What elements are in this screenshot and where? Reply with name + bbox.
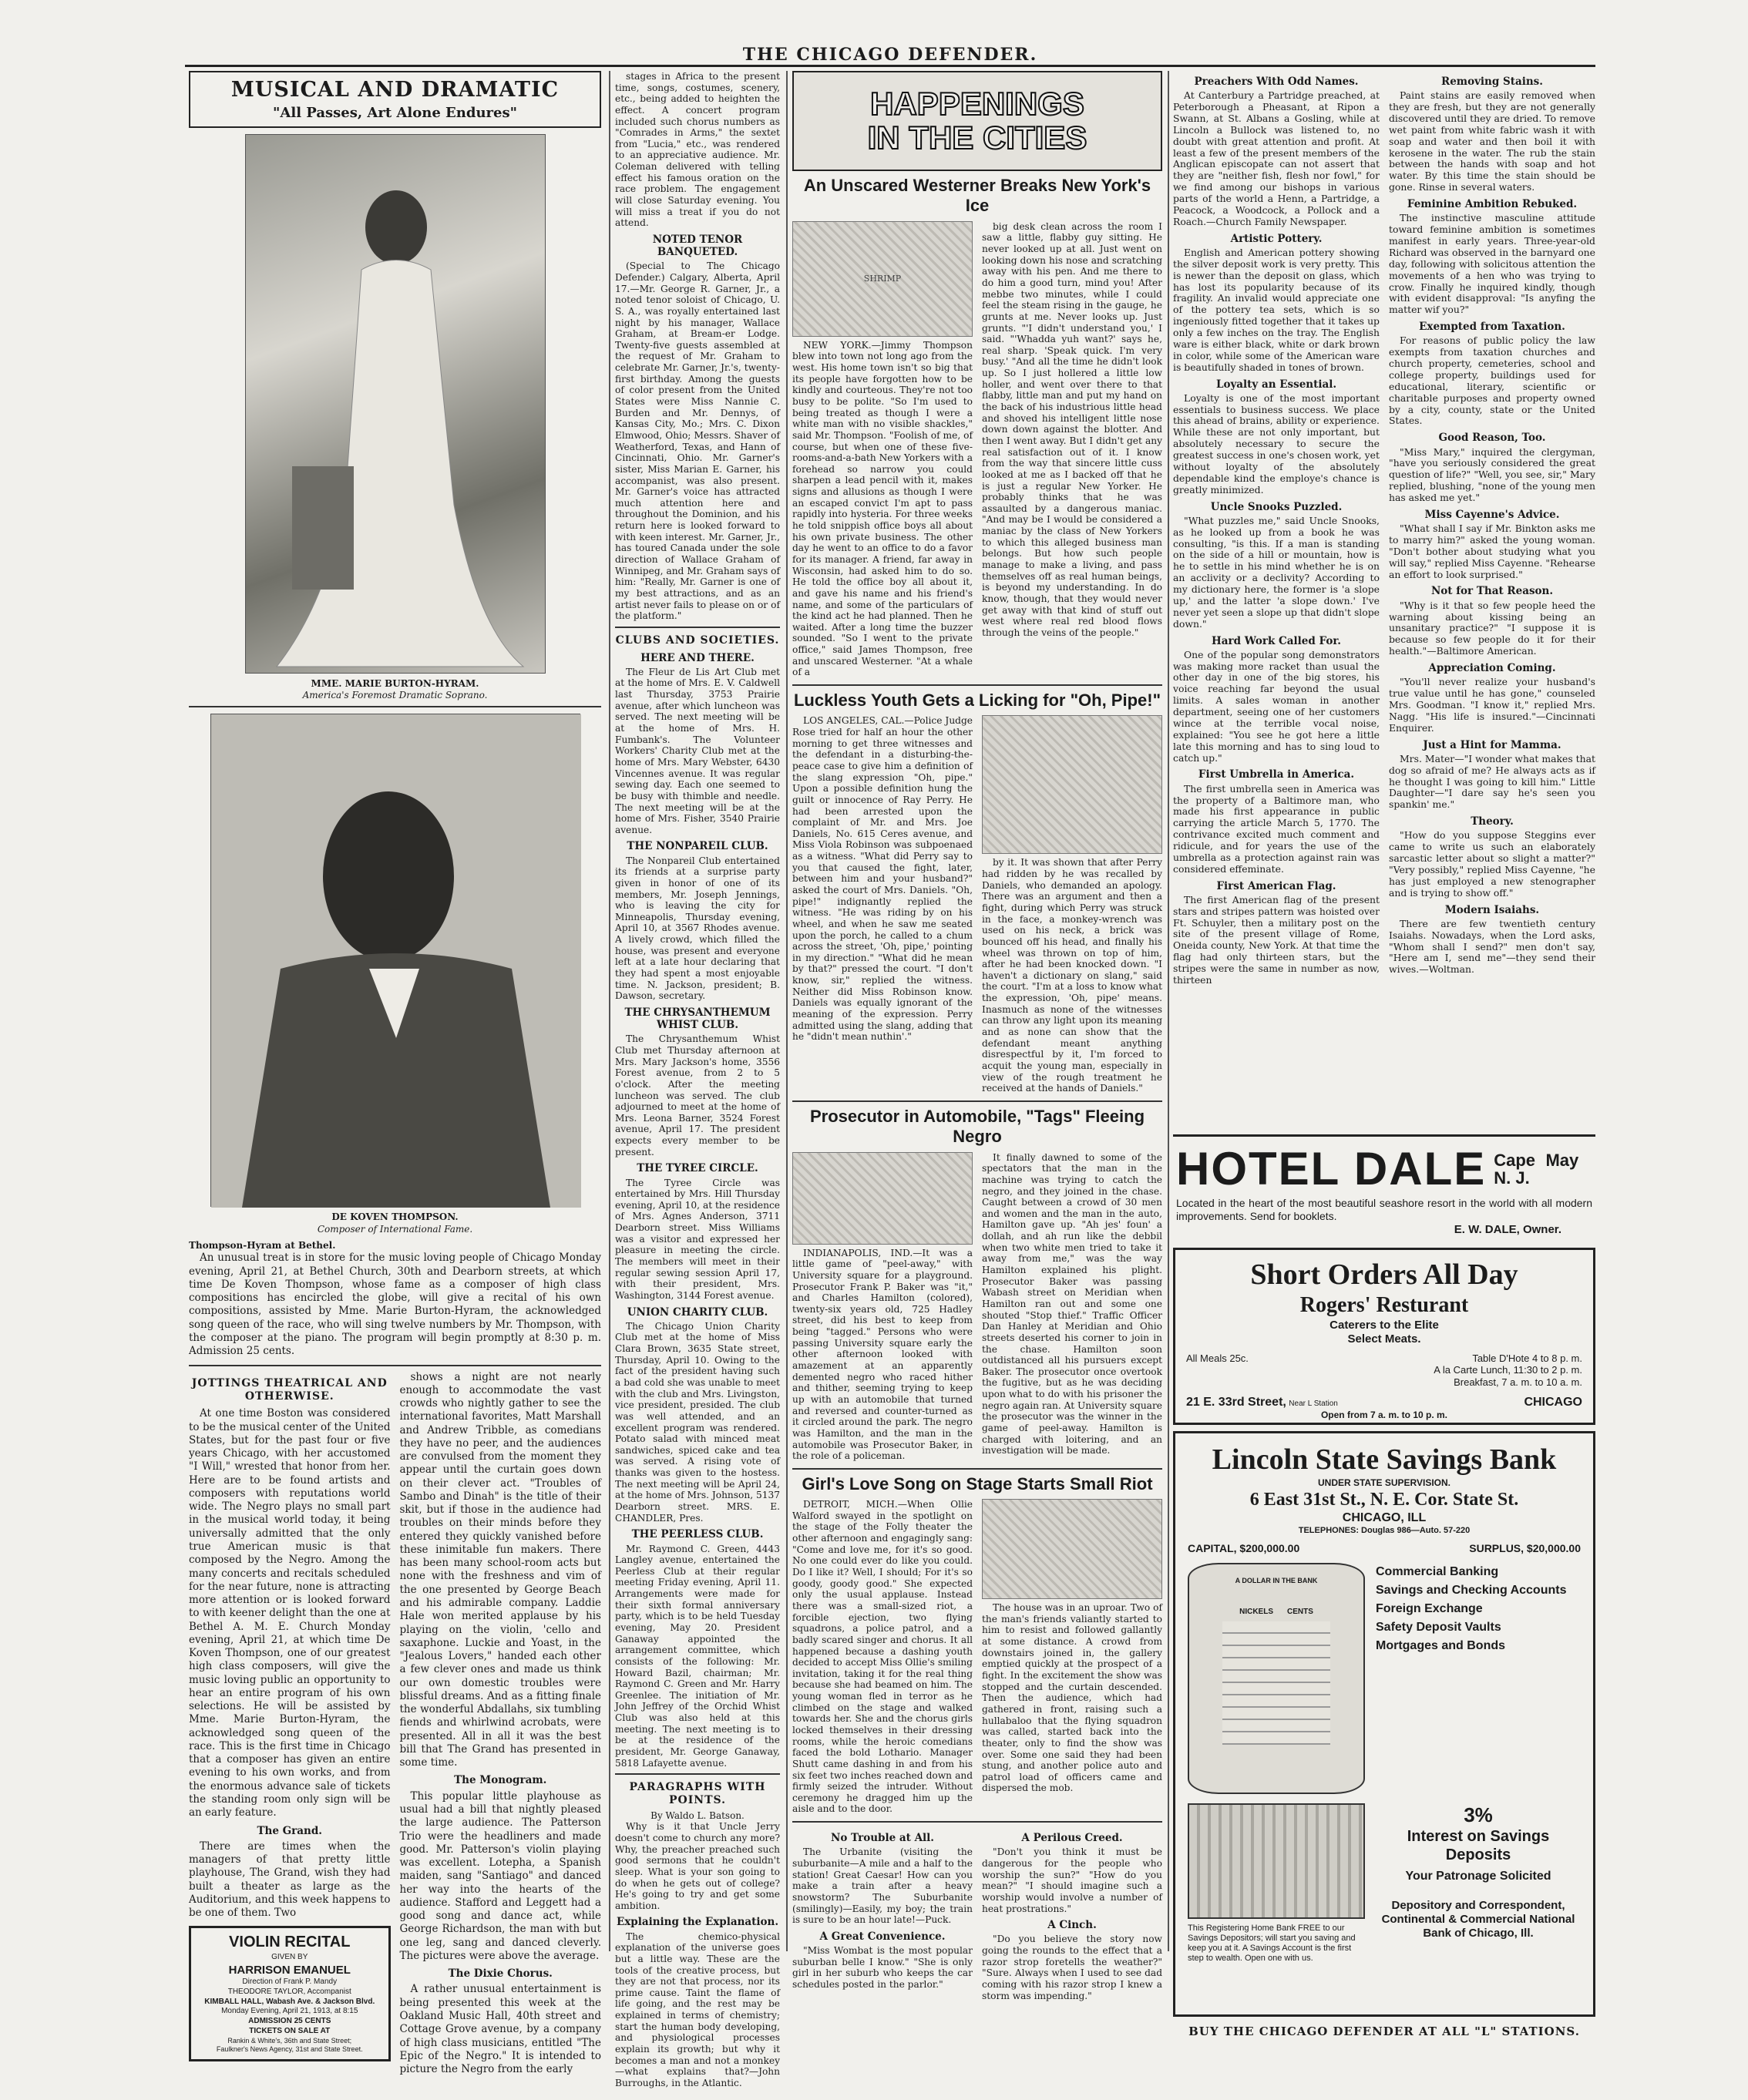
story4-text-a: DETROIT, MICH.—When Ollie Walford swayed in the spotlight on the stage of the Folly theater the other afternoon and engagingly sang: "Come and love me, for it's so good. No one could ever do like you could. Do I like it? Well, I should; For it's so goody, goody good." She expected only the usual applause. Instead there was a small-sized riot, a forcible ejection, two flying squadrons, a police patrol, and a badly scared singer and chorus. It all happened because a dashing youth decided to accept Miss Ollie's smiling invitation, taking it for the real thing because she had beamed on him. The young woman fled in terror as he climbed on the stage and walked towards her. She and the chorus girls locked themselves in their dressing rooms, while the heroic comedians faced the bold Lothario. Manager Shutt came dashing in and from his six feet two inches reached down and firmly seized the intruder. Without ceremony he dragged him up the aisle and to the door. [792, 1499, 973, 1815]
shrimp-label: SHRIMP [863, 274, 902, 284]
bank-supervision: UNDER STATE SUPERVISION. [1317, 1477, 1451, 1489]
taxation-head: Exempted from Taxation. [1419, 321, 1565, 334]
rogers-meals: All Meals 25c. [1186, 1352, 1249, 1364]
story1-text-a: NEW YORK.—Jimmy Thompson blew into town not long ago from the west. His home town isn't so big that its people have forgotten how to be kindly and courteous. They're not too busy to be polite. "So I'm used to being treated as though I were a white man with no visible shackles," said Mr. Thompson. "Foolish of me, of course, but when one of these five-rooms-and-a-bath New Yorkers with a forehead so narrow you could sharpen a lead pencil with it, makes signs and allusions as though I were an escaped convict I'm apt to pass rapidly into hysteria. For three weeks he told snippish office boys all about his own private business. The other day he went to an office to do a favor for its manager. A friend, far away in Wisconsin, had asked him to do so. He told the office boy all about it, and gave his name and his friend's name, and some of the particulars of the kind act he had planned. Then he waited. After a long time the buzzer sounded. "So I went to the private office," said James Thompson, free and unscared Westerner. "At a whale of a [792, 339, 973, 678]
happenings-banner [792, 71, 1162, 171]
rogers-city: CHICAGO [1524, 1395, 1582, 1409]
grand-text: There are times when the managers of that pretty little playhouse, The Grand, wish they had built a theater as large as the Auditorium, and this week happens to be one of them. Two [189, 1840, 391, 1920]
story1-head: An Unscared Westerner Breaks New York's Ice [803, 176, 1151, 216]
masthead-rule [185, 65, 1595, 67]
story4-head: Girl's Love Song on Stage Starts Small Riot [802, 1473, 1153, 1494]
stains-text: Paint stains are easily removed when they are fresh, but they are not generally discovered until they are dried. To remove wet paint from white fabric wash it with soap and water and then boil it with kerosene in the water. The rub the stain between the hands with soap and hot water. By this time the stain should be gone. Rinse in several waters. [1389, 89, 1595, 193]
hotel-place: Cape May N. J. [1494, 1150, 1579, 1188]
nonpareil-head: THE NONPAREIL CLUB. [627, 840, 768, 853]
isaiahs-head: Modern Isaiahs. [1444, 903, 1540, 916]
masthead: THE CHICAGO DEFENDER. [742, 45, 1038, 65]
preachers-head: Preachers With Odd Names. [1194, 76, 1359, 88]
bank-service: Commercial Banking [1376, 1564, 1499, 1578]
isaiahs-text: There are few twentieth century Isaiahs. Nowadays, when the Lord asks, "Whom shall I send?" men don't say, "Here am I, send me"—they send their wives.—Woltman. [1389, 917, 1595, 976]
automobile-illustration [792, 1152, 973, 1245]
perilous-text: "Don't you think it must be dangerous for the people who worship the sun?" "How do you mean?" "I should imagine such a worship would involve a number of heat prostrations." [982, 1846, 1162, 1914]
rogers-tag2: Select Meats. [1347, 1332, 1421, 1346]
bank-service: Savings and Checking Accounts [1376, 1583, 1567, 1597]
chrysanthemum-text: The Chrysanthemum Whist Club met Thursday afternoon at Mrs. Mary Jackson's home, 3556 Forest avenue, from 2 to 5 o'clock. After the meeting luncheon was served. The club adjourned to meet at the home of Mrs. Leona Barner, 3524 Forest avenue, April 17. The president expects every member to be present. [615, 1033, 780, 1158]
cayenne-head: Miss Cayenne's Advice. [1424, 508, 1560, 521]
tenor-text: (Special to The Chicago Defender.) Calgary, Alberta, April 17.—Mr. George R. Garner, Jr., a noted tenor soloist of Chicago, U. S. A., was royally entertained last night by his manager, Wallace Graham, at Bream-er Lodge. Twenty-five guests assembled at the request of Mr. Graham to celebrate Mr. Garner, Jr.'s, twenty-first birthday. Among the guests of color present from the United States were Miss Nannie C. Burden and Mr. Dennys, of Kansas City, Mo.; Mrs. C. Dixon Elmwood, Ohio; Messrs. Shaver of Weatherford, Texas, and Hann of Cincinnati, Ohio. Mr. Garner's sister, Miss Marian E. Garner, his accompanist, was also present. Mr. Garner's voice has attracted much attention here and throughout the Dominion, and his return here is looked forward to with keen interest. Mr. Garner, Jr., has toured Canada under the sole direction of Wallace Graham of Winnipeg, and Mr. Graham says of him: "Really, Mr. Garner is one of my best attractions, and as an artist never fails to please on or of the platform." [615, 260, 780, 622]
story1-text-b: big desk clean across the room I saw a little, flabby guy sitting. He never looked up at all. Just went on looking down his nose and scratching away with his pen. And me there to do him a good turn, mind you! After mebbe two minutes, while I could feel the steam rising in the gauge, he grunts at me. Never looks up. Just grunts. "'I didn't understand you,' I said. "'Whadda yuh want?' says he, real sharp. 'Speak quick. I'm very busy.' "And all the time he didn't look up. So I just hollered a little low holler, and went over there to that flabby, little man and put my hand on the back of his industrious little head and shoved his intelligent little nose down down against the blotter. And then I went away. But I didn't get any real satisfaction out of it. I know from the way that sincere little cuss looked at me as I backed off that he is just a regular New Yorker. He probably thinks that he was assaulted by a dangerous maniac. "And may be I would be considered a maniac by the class of New Yorkers to which this alleged business man belongs. But how such people manage to make a living, and pass themselves off as real human beings, is beyond my understanding. In do know, though, that they would never get away with that kind of stuff out west where real red blood flows through the veins of the people." [982, 220, 1162, 638]
theory-text: "How do you suppose Steggins ever came to write us such an elaborately sarcastic letter about so slight a matter?" "Very possibly," replied Miss Cayenne, "he has just employed a new stenographer and is trying to show off." [1389, 829, 1595, 899]
story4-text-b: The house was in an uproar. Two of the man's friends valiantly started to him to resist and followed gallantly at some distance. A crowd from downstairs joined in, the gallery emptied quickly at the prospect of a fight. In the excitement the show was stopped and the curtain descended. Then the audience, which had gathered in front, raising such a hullabaloo that the flying squadron was called, started back into the theater, only to find the show was over. Some one said they had been stung, and another police auto and patrol load of officers came and dispersed the mob. [982, 1602, 1162, 1794]
column-clubs [615, 71, 780, 2088]
coin-bank-cents: CENTS [1287, 1608, 1313, 1617]
appreciation-head: Appreciation Coming. [1428, 662, 1556, 674]
trouble-text: The Urbanite (visiting the suburbanite—A mile and a half to the station! Great Caesar! How can you make a train after a heavy snowstorm? The Suburbanite (smilingly)—Easily, my boy; the train is sure to be an hour late!—Puck. [792, 1846, 973, 1926]
composer-photo [210, 714, 580, 1207]
tyree-head: THE TYREE CIRCLE. [637, 1162, 758, 1175]
nonpareil-text: The Nonpareil Club entertained its friends at a surprise party given in honor of one of its members, Mr. Joseph Jennings, who is leaving the city for Minneapolis, Thursday evening, April 10, at 3567 Rhodes avenue. A lively crowd, which filled the house, was present and everyone left at a late hour declaring that they had spent a most enjoyable time. N. Jackson, president; B. Dawson, secretary. [615, 855, 780, 1002]
violin-line: Faulkner's News Agency, 31st and State Street. [216, 2045, 363, 2054]
trouble-head: No Trouble at All. [830, 1832, 934, 1845]
bank-surplus: SURPLUS, $20,000.00 [1469, 1541, 1581, 1554]
perilous-head: A Perilous Creed. [1021, 1832, 1123, 1845]
peerless-head: THE PEERLESS CLUB. [631, 1528, 764, 1541]
violin-artist: HARRISON EMANUEL [228, 1963, 351, 1977]
paragraphs-head: PARAGRAPHS WITH POINTS. [629, 1781, 766, 1807]
lincoln-bank-ad [1173, 1431, 1595, 2017]
rogers-restaurant-ad [1173, 1248, 1595, 1425]
section-title: MUSICAL AND DRAMATIC [230, 78, 560, 102]
composer-caption: DE KOVEN THOMPSON. [331, 1211, 459, 1223]
bank-service: Safety Deposit Vaults [1376, 1620, 1501, 1634]
column-happenings [792, 71, 1162, 2001]
column-rule [786, 71, 788, 1951]
bank-home-bank: This Registering Home Bank FREE to our Savings Depositors; will start you saving and keep you at it. A Savings Account is the first step to wealth. Open one with us. [1188, 1923, 1356, 1964]
snooks-text: "What puzzles me," said Uncle Snooks, as he looked up from a book he was consulting, "is this. If a man is standing on the side of a hill or mountain, how is he to settle in his mind whether he is on an acclivity or a declivity? According to my dictionary here, the former is 'a slope up,' and the latter 'a slope down.' I've never yet seen a slope up that didn't slope down." [1173, 514, 1380, 630]
registering-bank-illustration [1188, 1803, 1365, 1919]
tenor-head: NOTED TENOR BANQUETED. [652, 233, 743, 259]
rogers-hours: Open from 7 a. m. to 10 p. m. [1320, 1409, 1448, 1420]
union-text: The Chicago Union Charity Club met at the home of Miss Clara Brown, 3635 State street, Thursday, April 10. Owing to the fact of the president having such a bad cold she was unable to meet with the club and Mrs. Livingston, vice president, presided. The club was well attended, and an excellent program was rendered. Potato salad with minced meat sandwiches, spiced cake and tea was served. A rising vote of thanks was given to the hostess. The next meeting will be April 24, at the home of Mrs. Johnson, 5137 Dearborn street. MRS. E. CHANDLER, Pres. [615, 1320, 780, 1524]
fight-illustration [982, 715, 1162, 854]
coin-bank-nickels: NICKELS [1239, 1608, 1273, 1617]
violin-line: Monday Evening, April 21, 1913, at 8:15 [221, 2007, 358, 2016]
monogram-text: This popular little playhouse as usual had a bill that nightly pleased the large audience. The Patterson Trio were the headliners and made good. Mr. Patterson's violin playing was excellent. Lotepha, a Spanish maiden, sang "Santiago" and danced her way into the hearts of the audience. Stafford and Leggett had a good song and dance act, while George Richardson, the man with but one leg, sang and danced cleverly. The pictures were above the average. [399, 1789, 601, 1962]
composer-figure [211, 714, 581, 1208]
shrimp-illustration [792, 221, 973, 337]
story2-head: Luckless Youth Gets a Licking for "Oh, Pipe!" [793, 690, 1161, 710]
story3-text-b: It finally dawned to some of the spectators that the man in the machine was trying to catch the negro, and they joined in the chase. Caught between a crowd of 30 men and women and the man in the auto, Hamilton gave up. "Ah jes' foun' a dollah, and ah run like the debbil when two white men tried to take it away from me," was the way Hamilton explained his plight. Prosecutor Baker was passing Wabash street on Meridian when Hamilton ran out and some one shouted "Stop thief." Traffic Officer Dan Hanley at Meridian and Ohio streets deserted his corner to join in the chase. Hamilton soon outdistanced all his pursuers except Baker. The prosecutor once overtook the fugitive, but as he was deciding upon what to do with his prisoner the negro again ran. At University square the prosecutor was the winner in the game of peel-away. Hamilton is charged with loitering, and an investigation will be made. [982, 1151, 1162, 1457]
coin-bank-illustration [1188, 1563, 1365, 1794]
rogers-addr: 21 E. 33rd Street, [1186, 1395, 1286, 1409]
loyalty-text: Loyalty is one of the most important essentials to business success. We place this ahead of brains, ability or experience. While these are not only important, but absolutely necessary to secure the greatest success in one's chosen work, yet without loyalty of the absolutely dependable kind the employe's chance is greatly minimized. [1173, 391, 1380, 496]
snooks-head: Uncle Snooks Puzzled. [1210, 500, 1343, 513]
jottings-text-b: shows a night are not nearly enough to accommodate the vast crowds who nightly gather to see the international favorites, Matt Marshall and Andrew Tribble, as comedians they have no peer, and the audiences are convulsed from the moment they appear until the curtain goes down on their clever act. "Troubles of Sambo and Dinah" is the title of their skit, but if those in the audience had troubles on their minds before they entered they quickly vanished before these inimitable fun makers. There has been many school-room acts but none with the freshness and vim of the one presented by George Beach and his admirable company. Laddie Hale won merited applause by his playing on the violin, 'cello and saxaphone. Luckie and Yoast, in the "Jealous Lovers," handed each other a few clever ones and made us think our own domestic troubles were blissful dreams. And as a fitting finale the wonderful Abdallahs, six tumbling fiends and whirlwind acrobats, were presented. All in all it was the best bill that The Grand has presented in some time. [399, 1370, 601, 1769]
hardwork-text: One of the popular song demonstrators was making more racket than usual the other day in one of the big stores, his voice reaching far beyond the usual limits. A sales woman in another department, seeing one of her customers wince at the terrible vocal noise, explained: "You see he got here a little late this morning and has to sing loud to catch up." [1173, 648, 1380, 764]
violin-title: VIOLIN RECITAL [229, 1934, 351, 1951]
rogers-title: Short Orders All Day [1250, 1258, 1518, 1291]
bethel-text: An unusual treat is in store for the music loving people of Chicago Monday evening, April 21, at Bethel Church, 30th and Dearborn streets, at which time De Koven Thompson, whose fame as a composer of high class compositions has encircled the globe, will give a recital of his own compositions, assisted by Mme. Marie Burton-Hyram, the acknowledged song queen of the race, who will sing twelve numbers by Mr. Thompson, with the composer at the piano. The program will begin promptly at 8:30 p. m. Admission 25 cents. [189, 1252, 601, 1358]
section-motto: "All Passes, Art Alone Endures" [273, 104, 517, 121]
violin-recital-ad [189, 1926, 391, 2061]
bank-interest: Interest on Savings Deposits [1407, 1827, 1550, 1863]
hotel-name: HOTEL DALE [1176, 1143, 1487, 1194]
column-miscellany [1173, 71, 1595, 2038]
bank-services [1376, 1563, 1581, 1794]
mamma-text: Mrs. Mater—"I wonder what makes that dog so afraid of me? He always acts as if he thought I was going to kill him." Little Daughter—"I dare say he's seen you spankin' me." [1389, 752, 1595, 811]
violin-line: TICKETS ON SALE AT [249, 2026, 331, 2035]
violin-given-by: GIVEN BY [271, 1953, 308, 1961]
flag-head: First American Flag. [1216, 879, 1336, 892]
story3-text-a: INDIANAPOLIS, IND.—It was a little game of "peel-away," with University square for a playground. Prosecutor Frank P. Baker was "it," and Charles Hamilton (colored), twenty-six years old, 725 Hadley street, did his best to keep from being "tagged." Persons who were passing University square early the other afternoon looked with amazement at an apparently demented negro who raced hither and thither, seeming trying to keep up with an automobile that turned and reversed and counter-turned as it circled around the park. The negro was Hamilton, and the man in the automobile was Prosecutor Baker, in the role of a policeman. [792, 1247, 973, 1462]
hardwork-head: Hard Work Called For. [1212, 634, 1341, 647]
violin-line: KIMBALL HALL, Wabash Ave. & Jackson Blvd. [204, 1997, 375, 2006]
bethel-article [189, 1240, 601, 1359]
clubs-head: CLUBS AND SOCIETIES. [615, 633, 780, 647]
stage-illustration [982, 1499, 1162, 1599]
theory-head: Theory. [1471, 815, 1514, 828]
jottings-article [189, 1371, 601, 2078]
rogers-table: Table D'Hote 4 to 8 p. m. [1472, 1352, 1582, 1364]
paragraphs-text: Why is it that Uncle Jerry doesn't come to church any more? Why, the preacher preached such good sermons that he couldn't sleep. What is your son going to do when he gets out of college? He's going to try and get some ambition. [615, 1821, 780, 1911]
footer-slogan: BUY THE CHICAGO DEFENDER AT ALL "L" STATIONS. [1188, 2024, 1580, 2038]
ambition-head: Feminine Ambition Rebuked. [1407, 198, 1578, 211]
story3-head: Prosecutor in Automobile, "Tags" Fleeing Negro [809, 1106, 1145, 1147]
banner-title: HAPPENINGS IN THE CITIES [867, 85, 1087, 156]
reason-text: "Miss Mary," inquired the clergyman, "have you seriously considered the great question of life?" "Well, you see, sir," Mary replied, blushing, "none of the young men has asked me yet." [1389, 445, 1595, 503]
explain-head: Explaining the Explanation. [616, 1916, 779, 1929]
violin-line: THEODORE TAYLOR, Accompanist [227, 1987, 351, 1996]
bank-capital: CAPITAL, $200,000.00 [1188, 1541, 1300, 1554]
preachers-text: At Canterbury a Partridge preached, at Peterborough a Pheasant, at Ripon a Swann, at St. Albans a Gosling, while at Lincoln a Bullock was listened to, no doubt with great attention and profit. At least a few of the present members of the Anglican episcopate can not assert that they are "neither fish, flesh nor fowl," for we find among our bishops in various parts of the world a Henn, a Partridge, a Peacock, a Woodcock, a Pollock and a Roach.—Church Family Newspaper. [1173, 89, 1380, 227]
pottery-head: Artistic Pottery. [1230, 232, 1323, 245]
umbrella-head: First Umbrella in America. [1198, 768, 1355, 781]
soprano-photo [245, 134, 546, 674]
rogers-tag1: Caterers to the Elite [1329, 1318, 1439, 1332]
notreason-head: Not for That Reason. [1430, 585, 1554, 598]
soprano-caption: MME. MARIE BURTON-HYRAM. [311, 677, 479, 689]
violin-line: ADMISSION 25 CENTS [248, 2017, 331, 2026]
cinch-text: "Do you believe the story now going the rounds to the effect that a razor strop foretells the weather?" "Sure. Always when I used to see dad coming with his razor strop I knew a storm was impending." [982, 1934, 1162, 2001]
tyree-text: The Tyree Circle was entertained by Mrs. Hill Thursday evening, April 10, at the residence of Mrs. Agnes Anderson, 3711 Dearborn street. Miss Williams was a visitor and expressed her pleasure in meeting the circle. The members will meet in their regular sewing session April 17, with their president, Mrs. Washington, 3144 Forest avenue. [615, 1177, 780, 1301]
bank-service: Foreign Exchange [1376, 1601, 1483, 1615]
bank-city: CHICAGO, ILL [1342, 1511, 1427, 1525]
bank-service: Mortgages and Bonds [1376, 1638, 1506, 1652]
reason-head: Good Reason, Too. [1438, 432, 1546, 445]
hotel-dale-ad [1173, 1134, 1595, 1242]
pottery-text: English and American pottery showing the silver deposit work is very pretty. This is newer than the deposit on glass, which has lost its popularity because of its fragility. An invalid would appreciate one of the pottery tea sets, which is so ingeniously fitted together that it takes up only a few inches on the tray. The English ware is either black, white or dark brown in color, while some of the American ware is beautifully shaded in tones of brown. [1173, 246, 1380, 373]
bank-solicit: Your Patronage Solicited [1405, 1869, 1551, 1883]
dixie-text: A rather unusual entertainment is being presented this week at the Oakland Music Hall, 40th street and Cottage Grove avenue, by a company of high class musicians, entitled "The Epic of the Negro." It is intended to picture the Negro from the early [399, 1983, 601, 2076]
notreason-text: "Why is it that so few people heed the warning about kissing being an unsanitary practice?" "I suppose it is because so few people do it for their health."—Baltimore American. [1389, 599, 1595, 657]
cinch-head: A Cinch. [1047, 1919, 1097, 1932]
rogers-lunch: A la Carte Lunch, 11:30 to 2 p. m. [1434, 1364, 1582, 1376]
umbrella-text: The first umbrella seen in America was the property of a Baltimore man, who made his first appearance in public carrying the article March 5, 1770. The contrivance excited much comment and ridicule, and for years the use of the umbrella as a protection against rain was considered effeminate. [1173, 782, 1380, 875]
taxation-text: For reasons of public policy the law exempts from taxation churches and church property, cemeteries, school and college property, buildings used for educational, literary, scientific or charitable purposes and property owned by a city, county, state or the United States. [1389, 334, 1595, 427]
jottings-text-a: At one time Boston was considered to be the musical center of the United States, but for the past four or five years Chicago, with her accustomed "I Will," wrested that honor from her. Here are to be found artists and composers with reputations world wide. The Negro plays no small part in the musical world today, it being universally admitted that the only true American music is that composed by the Negro. Among the many concerts and recitals scheduled for the near future, none is attracting more attention or is looked forward to with keener delight than the one at Bethel A. M. E. Church Monday evening, April 21, at which time De Koven Thompson, one of our greatest high class composers, will give the music loving public an opportunity to hear an entire program of his own selections. He will be assisted by Mme. Marie Burton-Hyram, the acknowledged song queen of the race. This is the first time in Chicago that a composer has given an entire evening to his own works, and from the enormous advance sale of tickets the standing room only sign will be an early feature. [189, 1407, 391, 1819]
convenience-text: "Miss Wombat is the most popular suburban belle I know." "She is only girl in her suburb who keeps the car schedules posted in the parlor." [792, 1944, 973, 1990]
bank-depository: Depository and Correspondent, Continental & Commercial National Bank of Chicago, Ill. [1381, 1898, 1575, 1940]
column-musical [189, 71, 601, 2076]
flag-text: The first American flag of the present stars and stripes pattern was hoisted over Ft. Schuyler, then a military post on the site of the present village of Rome, Oneida county, New York. At that time the flag had only thirteen stars, but the stripes were the same in number as now, thirteen [1173, 893, 1380, 986]
loyalty-head: Loyalty an Essential. [1215, 378, 1337, 391]
bank-name: Lincoln State Savings Bank [1212, 1443, 1557, 1476]
violin-line: Rankin & White's, 36th and State Street; [227, 2036, 352, 2045]
story2-text-a: LOS ANGELES, CAL.—Police Judge Rose tried for half an hour the other morning to get three witnesses and the defendant in a disturbing-the-peace case to give him a definition of the slang expression "Oh, pipe." Upon a possible definition hung the guilt or innocence of Ray Perry. He had been arrested upon the complaint of Mr. and Mrs. Joe Daniels, No. 615 Ceres avenue, and Miss Viola Robinson was subpoenaed as a witness. "What did Perry say to you that caused the fight, later, between him and your husband?" asked the court of Mrs. Daniels. "Oh, pipe!" indignantly replied the witness. "He was riding by on his wheel, and when he saw me seated upon the porch, he called to a chum across the street, 'Oh, pipe,' pointing in my direction." "What did he mean by that?" pressed the court. "I don't know, sir," replied the witness. Neither did Miss Robinson know. Daniels was equally ignorant of the meaning of the expression. Perry admitted using the slang, adding that he "didn't mean nuthin'." [792, 715, 973, 1043]
chrysanthemum-head: THE CHRYSANTHEMUM WHIST CLUB. [624, 1006, 771, 1032]
hotel-owner: E. W. DALE, Owner. [1454, 1222, 1561, 1236]
stains-head: Removing Stains. [1440, 76, 1543, 88]
column-rule [1168, 71, 1169, 1951]
dixie-head: The Dixie Chorus. [448, 1967, 553, 1981]
convenience-head: A Great Convenience. [819, 1930, 946, 1943]
grand-head: The Grand. [257, 1824, 322, 1837]
rogers-breakfast: Breakfast, 7 a. m. to 10 a. m. [1454, 1376, 1582, 1388]
bank-rate: 3% [1464, 1803, 1493, 1826]
rogers-name: Rogers' Resturant [1299, 1293, 1469, 1318]
composer-subcaption: Composer of International Fame. [317, 1223, 473, 1235]
epic-continued-text: stages in Africa to the present time, songs, costumes, scenery, etc., being added to heighten the effect. A concert program included such chorus numbers as "Comrades in Arms," the sextet from "Lucia," etc., was rendered to an appreciative audience. Mr. Coleman delivered with telling effect his famous oration on the race problem. The engagement will close Saturday evening. You will miss a treat if you do not attend. [615, 71, 780, 229]
coin-bank-dial [1222, 1621, 1330, 1745]
clubs-sub: HERE AND THERE. [640, 651, 755, 664]
union-head: UNION CHARITY CLUB. [627, 1305, 768, 1319]
clubs-text: The Fleur de Lis Art Club met at the home of Mrs. E. V. Caldwell last Thursday, 3753 Prairie avenue, after which luncheon was served. The next meeting will be at the home of Mrs. H. Fumbank's. The Volunteer Workers' Charity Club met at the home of Mrs. Mary Webster, 6430 Vincennes avenue. It was regular sewing day. Each one seemed to be busy with thimble and needle. The next meeting will be at the home of Mrs. Fisher, 3540 Prairie avenue. [615, 666, 780, 835]
jottings-head: JOTTINGS THEATRICAL AND OTHERWISE. [191, 1376, 388, 1403]
rogers-near: Near L Station [1289, 1399, 1338, 1408]
coin-bank-top: A DOLLAR IN THE BANK [1235, 1576, 1318, 1584]
mamma-head: Just a Hint for Mamma. [1423, 738, 1561, 751]
monogram-head: The Monogram. [454, 1774, 547, 1787]
column-rule [609, 71, 610, 1951]
peerless-text: Mr. Raymond C. Green, 4443 Langley avenue, entertained the Peerless Club at their regular meeting Friday evening, April 11. Arrangements were made for their sixth formal anniversary party, which is to be held Tuesday evening, May 20. President Ganaway appointed the arrangement committee, which consists of the following: Mr. Howard Bazil, chairman; Mr. Raymond C. Green and Mr. Harry Greenlee. The initiation of Mr. John Jeffrey of the Orchid Whist Club was also held at this meeting. The next meeting is to be at the residence of the president, Mr. George Ganaway, 5818 Lafayette avenue. [615, 1543, 780, 1769]
paragraphs-byline: By Waldo L. Batson. [650, 1809, 745, 1821]
hotel-text: Located in the heart of the most beautiful seashore resort in the world with all modern improvements. Send for booklets. [1176, 1197, 1592, 1222]
soprano-subcaption: America's Foremost Dramatic Soprano. [302, 689, 488, 701]
soprano-figure [246, 135, 546, 674]
bethel-head: Thompson-Hyram at Bethel. [189, 1240, 336, 1252]
bank-address: 6 East 31st St., N. E. Cor. State St. [1249, 1489, 1519, 1510]
bank-phones: TELEPHONES: Douglas 986—Auto. 57-220 [1298, 1525, 1471, 1535]
violin-line: Direction of Frank P. Mandy [242, 1977, 338, 1986]
story2-text-b: by it. It was shown that after Perry had ridden by he was recalled by Daniels, who demanded an apology. There was an argument and then a fight, during which Perry was struck in the face, a monkey-wrench was used on his neck, a brick was bounced off his head, and finally his wheel was thrown on top of him, after he had been knocked down. "I haven't a dictionary on slang," said the court. "I'm at a loss to know what the expression, 'Oh, pipe' means. Inasmuch as none of the witnesses can throw any light upon its meaning and as none can show that the defendant meant anything disrespectful by it, I'm forced to acquit the young man, especially in view of the rough treatment he received at the hands of Daniels." [982, 857, 1162, 1094]
appreciation-text: "You'll never realize your husband's true value until he has gone," counseled Mrs. Goodman. "I know it," replied Mrs. Nagg. "His life is insured."—Cincinnati Enquirer. [1389, 676, 1595, 734]
cayenne-text: "What shall I say if Mr. Binkton asks me to marry him?" asked the young woman. "Don't bother about studying what you will say," replied Miss Cayenne. "Rehearse an effort to look surprised." [1389, 522, 1595, 580]
musical-section-header [189, 71, 601, 128]
ambition-text: The instinctive masculine attitude toward feminine ambition is sometimes manifest in early years. Three-year-old Richard was observed in the barnyard one day, following with solicitous attention the movements of a hen who was trying to crow. Finally he inquired kindly, though with evident disapproval: "Is anyfing the matter wif you?" [1389, 212, 1595, 316]
explain-text: The chemico-physical explanation of the universe goes but a little way. These are the tools of the creative process, but they are not that process, nor its prime cause. Taint the flame of life going, and the rest may be explained in terms of chemistry; start the human body developing, and physiological processes explain its growth; but why it becomes a man and not a monkey—what explains that?—John Burroughs, in the Atlantic. [615, 1930, 780, 2088]
